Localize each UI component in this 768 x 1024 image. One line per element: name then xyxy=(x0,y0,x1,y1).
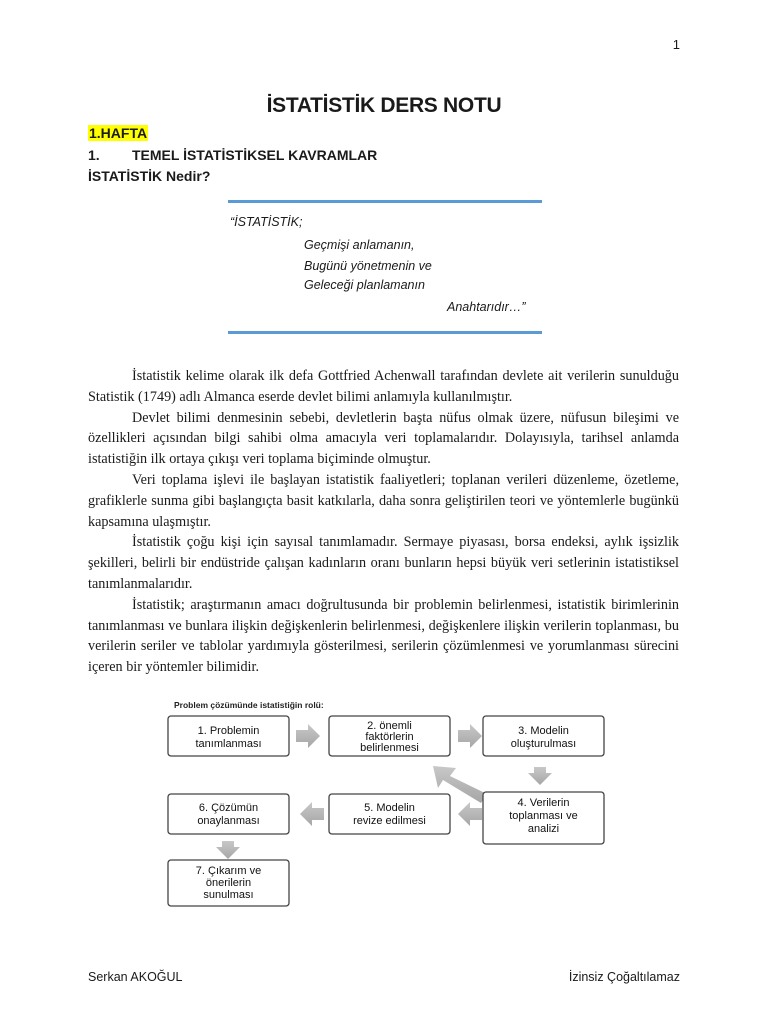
arrow-left-icon xyxy=(458,802,482,826)
step-box-3 xyxy=(483,716,604,756)
svg-text:analizi: analizi xyxy=(527,823,560,835)
svg-text:faktörlerin: faktörlerin xyxy=(365,731,414,743)
svg-text:3. Modelin: 3. Modelin xyxy=(518,725,569,737)
footer-notice: İzinsiz Çoğaltılamaz xyxy=(568,970,680,984)
section-number: 1. xyxy=(88,147,100,163)
section-heading xyxy=(88,147,377,163)
step-box-2 xyxy=(329,716,450,756)
svg-text:revize edilmesi: revize edilmesi xyxy=(353,815,426,827)
svg-text:belirlenmesi: belirlenmesi xyxy=(360,742,419,754)
quote-line-1: “İSTATİSTİK; xyxy=(230,215,303,229)
process-diagram xyxy=(160,698,610,910)
quote-line-2: Geçmişi anlamanın, xyxy=(304,238,415,252)
paragraph: İstatistik çoğu kişi için sayısal tanımlamadır. Sermaye piyasası, borsa endeksi, aylık işsizlik şekilleri, belirli bir endüstride çalışan kadınların oranı bunların hepsi büyük veri setlerinin istatistiksel tanımlanmalarıdır. xyxy=(88,534,679,592)
step-box-7 xyxy=(168,860,289,906)
svg-text:7. Çıkarım ve: 7. Çıkarım ve xyxy=(195,865,262,877)
svg-text:2. önemli: 2. önemli xyxy=(367,720,412,732)
section-title: TEMEL İSTATİSTİKSEL KAVRAMLAR xyxy=(132,147,378,163)
arrow-right-icon xyxy=(296,724,320,748)
svg-text:tanımlanması: tanımlanması xyxy=(195,738,262,750)
svg-text:5. Modelin: 5. Modelin xyxy=(364,802,415,814)
quote-line-3: Bugünü yönetmenin ve xyxy=(304,259,432,273)
arrow-down-icon xyxy=(528,767,552,785)
svg-text:1. Problemin: 1. Problemin xyxy=(197,725,260,737)
svg-text:onaylanması: onaylanması xyxy=(197,815,260,827)
quote-box xyxy=(228,200,542,334)
arrow-down-icon xyxy=(216,841,240,859)
svg-text:önerilerin: önerilerin xyxy=(205,877,252,889)
footer-author: Serkan AKOĞUL xyxy=(88,970,183,984)
page-number: 1 xyxy=(672,37,680,52)
step-box-1 xyxy=(168,716,289,756)
arrow-right-icon xyxy=(458,724,482,748)
arrow-left-icon xyxy=(300,802,324,826)
question-heading: İSTATİSTİK Nedir? xyxy=(88,168,211,184)
paragraph: Veri toplama işlevi ile başlayan istatistik faaliyetleri; toplanan verileri düzenleme, özetleme, grafiklerle sunma gibi başlangıçta basit katkılarla, daha sonra geliştirilen teori ve yöntemlerle bugünkü kapsamına ulaşmıştır. xyxy=(88,471,679,530)
quote-line-4: Geleceği planlamanın xyxy=(304,278,425,292)
svg-text:6. Çözümün: 6. Çözümün xyxy=(198,802,259,814)
step-box-6 xyxy=(168,794,289,834)
quote-line-5: Anahtarıdır…” xyxy=(447,300,526,314)
paragraph: Devlet bilimi denmesinin sebebi, devletlerin başta nüfus olmak üzere, nüfusun bileşimi ve özellikleri açısından bilgi sahibi olma amacıyla veri toplamalarıdır. Dolayısıyla, tarihsel anlamda istatistiğin ilk ortaya çıkışı veri toplama biçiminde olmuştur. xyxy=(88,409,679,468)
step-box-4 xyxy=(483,792,604,844)
body-text xyxy=(88,366,679,678)
page-title: İSTATİSTİK DERS NOTU xyxy=(266,94,502,117)
paragraph: İstatistik; araştırmanın amacı doğrultusunda bir problemin belirlenmesi, istatistik birimlerinin tanımlanması ve bunlara ilişkin değişkenlerin belirlenmesi, değişkenlere ilişkin verilerin toplanması, bu verilerin seriler ve tablolar yardımıyla gösterilmesi, serilerin çözümlenmesi ve yorumlanması sürecini içeren bir yöntemler bilimidir. xyxy=(88,596,679,676)
paragraph: İstatistik kelime olarak ilk defa Gottfried Achenwall tarafından devlete ait verilerin sunulduğu Statistik (1749) adlı Almanca eserde devlet bilimi anlamıyla kullanılmıştır. xyxy=(88,368,679,405)
step-box-5 xyxy=(329,794,450,834)
svg-text:4. Verilerin: 4. Verilerin xyxy=(517,797,570,809)
svg-text:toplanması ve: toplanması ve xyxy=(509,810,578,822)
svg-text:sunulması: sunulması xyxy=(203,889,254,901)
week-label: 1.HAFTA xyxy=(89,125,148,141)
svg-text:oluşturulması: oluşturulması xyxy=(510,738,577,750)
diagram-title: Problem çözümünde istatistiğin rolü: xyxy=(174,700,324,710)
